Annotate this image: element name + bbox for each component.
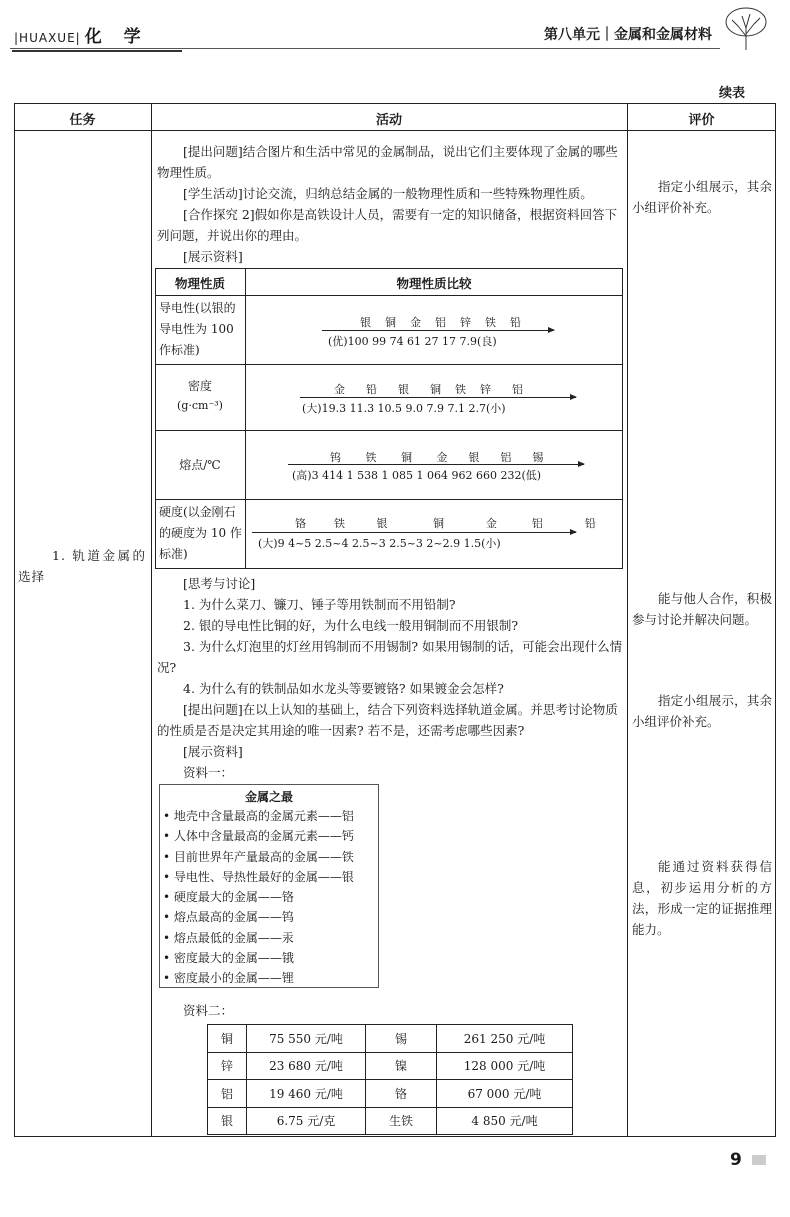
list-item: • 熔点最低的金属——汞 [163,930,294,945]
density-values: (大)19.3 11.3 10.5 9.0 7.9 7.1 2.7(小) [302,402,506,415]
property-conductivity: 导电性(以银的导电性为 100 作标准) [159,301,236,357]
para-student-activity: [学生活动]讨论交流，归纳总结金属的一般物理性质和一些特殊物理性质。 [183,186,593,201]
list-item: • 人体中含量最高的金属元素——钙 [163,829,354,844]
para-show-material-1: [展示资料] [183,249,243,264]
para-question-1: [提出问题]结合图片和生活中常见的金属制品，说出它们主要体现了金属的哪些物理性质。 [157,144,618,180]
property-density: 密度 [187,379,212,393]
hardness-arrow [252,532,576,533]
page-number: 9 [730,1150,742,1170]
conductivity-arrow [322,330,554,331]
evaluation-2: 能与他人合作，积极参与讨论并解决问题。 [632,591,772,627]
conductivity-metals: 银 铜 金 铝 锌 铁 铅 [360,316,521,329]
table-row: 铜 75 550 元/吨 锡 261 250 元/吨 [208,1025,573,1053]
think-discuss-title: [思考与讨论] [183,576,256,591]
evaluation-1: 指定小组展示，其余小组评价补充。 [632,179,772,215]
melting-metals: 钨 铁 铜 金 银 铝 锡 [330,451,544,464]
question-4: 4. 为什么有的铁制品如水龙头等要镀铬? 如果镀金会怎样? [183,681,504,696]
running-header-unit: 第八单元｜金属和金属材料 [544,27,712,43]
material-1-label: 资料一： [183,765,234,780]
material-2-label: 资料二： [183,1003,234,1018]
question-3: 3. 为什么灯泡里的灯丝用钨制而不用锡制? 如果用锡制的话，可能会出现什么情况? [157,639,623,675]
property-melting-point: 熔点/℃ [179,458,221,472]
conductivity-values: (优)100 99 74 61 27 17 7.9(良) [328,335,497,348]
properties-row-rule [155,364,623,365]
property-density-unit: (g·cm⁻³) [177,399,223,412]
evaluation-3: 指定小组展示，其余小组评价补充。 [632,693,772,729]
list-item: • 密度最大的金属——锇 [163,951,294,966]
header-accent-rule [12,50,182,52]
header-activity: 活动 [375,113,402,128]
col-divider-1 [151,103,152,1137]
table-row: 银 6.75 元/克 生铁 4 850 元/吨 [208,1107,573,1135]
hardness-metals: 铬 铁 银 铜 金 铝 铅 [295,517,596,530]
properties-header-col1: 物理性质 [174,276,225,291]
hardness-values: (大)9 4~5 2.5~4 2.5~3 2.5~3 2~2.9 1.5(小) [258,537,501,550]
properties-col-divider [245,268,246,569]
question-1: 1. 为什么菜刀、镰刀、锤子等用铁制而不用铅制? [183,597,456,612]
properties-row-rule [155,295,623,296]
header-task: 任务 [69,113,96,128]
list-item: • 熔点最高的金属——钨 [163,910,294,925]
evaluation-4: 能通过资料获得信息，初步运用分析的方法，形成一定的证据推理能力。 [632,859,772,937]
metal-records-title: 金属之最 [244,790,293,804]
task-label: 1. 轨道金属的选择 [18,548,146,584]
price-table [207,1024,573,1135]
header-row-rule [14,130,776,131]
melting-arrow [288,464,584,465]
table-row: 锌 23 680 元/吨 镍 128 000 元/吨 [208,1052,573,1080]
brand: HUAXUE [19,31,76,45]
list-item: • 密度最小的金属——锂 [163,971,294,986]
col-divider-2 [627,103,628,1137]
properties-row-rule [155,499,623,500]
para-cooperative-inquiry: [合作探究 2]假如你是高铁设计人员，需要有一定的知识储备，根据资料回答下列问题，并说出你的理由。 [157,207,618,243]
para-show-material-2: [展示资料] [183,744,243,759]
question-2: 2. 银的导电性比铜的好，为什么电线一般用铜制而不用银制? [183,618,519,633]
properties-row-rule [155,430,623,431]
list-item: • 地壳中含量最高的金属元素——铝 [163,809,354,823]
header-rule [10,48,720,49]
list-item: • 导电性、导热性最好的金属——银 [163,869,354,884]
melting-values: (高)3 414 1 538 1 085 1 064 962 660 232(低) [292,469,542,482]
page-marker [752,1155,766,1165]
list-item: • 目前世界年产量最高的金属——铁 [163,849,354,864]
header-evaluation: 评价 [688,113,715,128]
subject: 化 学 [84,27,149,47]
running-header-left: |HUAXUE| 化 学 [14,27,149,47]
property-hardness: 硬度(以金刚石的硬度为 10 作标准) [159,505,242,561]
list-item: • 硬度最大的金属——铬 [163,890,294,905]
table-row: 铝 19 460 元/吨 铬 67 000 元/吨 [208,1080,573,1108]
continued-label: 续表 [718,86,745,101]
tree-icon [722,6,770,50]
para-question-2: [提出问题]在以上认知的基础上，结合下列资料选择轨道金属。并思考讨论物质的性质是否是决定其用途的唯一因素? 若不是，还需考虑哪些因素? [157,702,618,738]
properties-header-col2: 物理性质比较 [396,276,472,291]
metal-records-list [163,806,354,989]
density-arrow [300,397,576,398]
density-metals: 金 铅 银 铜 铁 锌 铝 [334,383,523,396]
